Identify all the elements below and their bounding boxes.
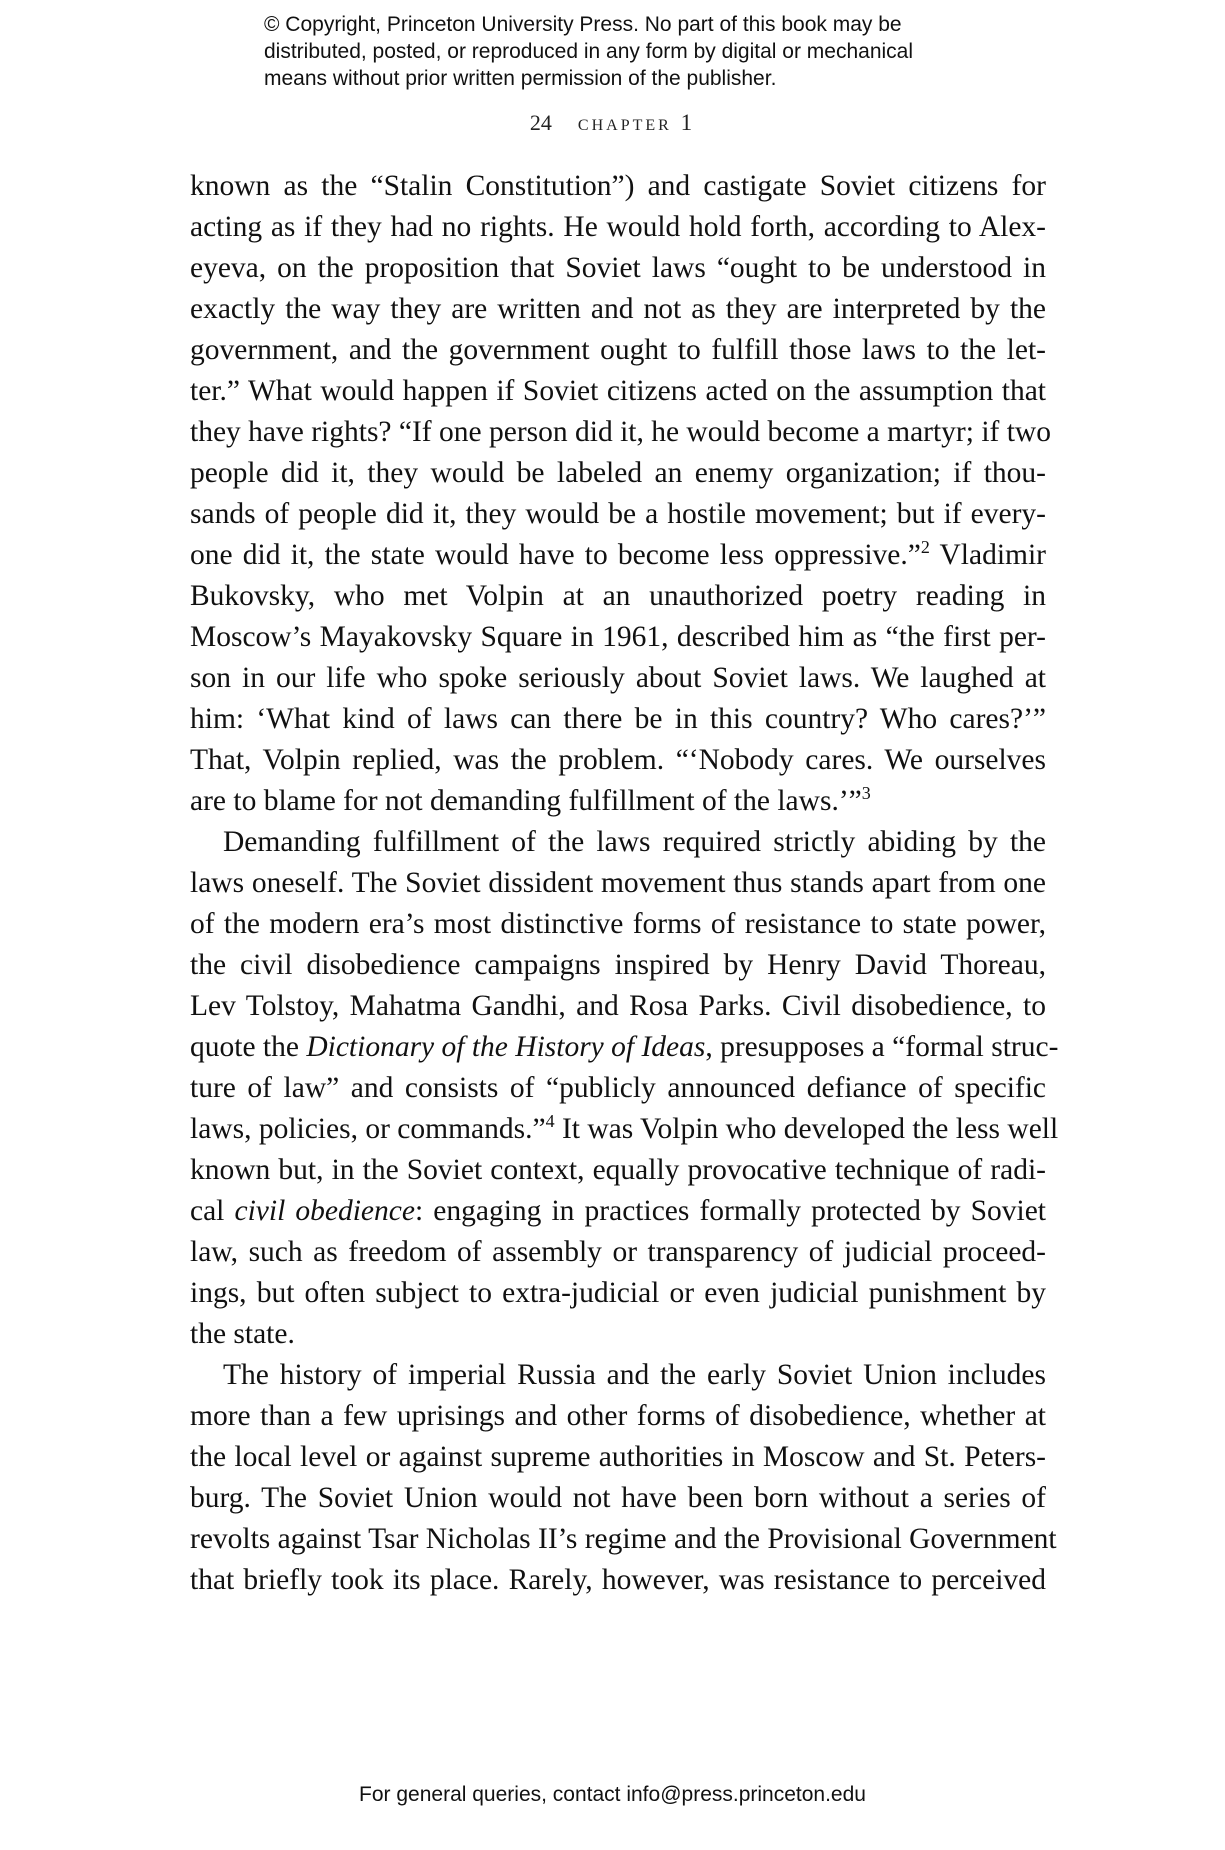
running-head [0, 110, 1225, 136]
text-span: , presupposes a “formal struc- [705, 1031, 1059, 1063]
text-span: laws, policies, or commands.” [190, 1113, 546, 1145]
footnote-ref: 4 [545, 1111, 555, 1131]
copyright-notice [264, 11, 984, 92]
text-line: of the modern era’s most distinctive forms of resistance to state power, [190, 908, 1046, 940]
text-line: Bukovsky, who met Volpin at an unauthorized poetry reading in [190, 580, 1046, 612]
emphasis-term: civil obedience [234, 1195, 415, 1227]
text-line: law, such as freedom of assembly or transparency of judicial proceed- [190, 1236, 1046, 1268]
text-line [190, 1027, 1059, 1068]
book-title: Dictionary of the History of Ideas [306, 1031, 706, 1063]
text-line [190, 781, 1046, 822]
text-span: Vladimir [929, 539, 1046, 571]
text-line: known as the “Stalin Constitution”) and castigate Soviet citizens for [190, 170, 1046, 202]
text-line: burg. The Soviet Union would not have been born without a series of [190, 1482, 1046, 1514]
text-span: : engaging in practices formally protected by Soviet [414, 1195, 1046, 1227]
text-line: people did it, they would be labeled an enemy organization; if thou- [190, 457, 1046, 489]
text-line: more than a few uprisings and other forms of disobedience, whether at [190, 1400, 1046, 1432]
text-line: the local level or against supreme authorities in Moscow and St. Peters- [190, 1441, 1046, 1473]
text-line: exactly the way they are written and not as they are interpreted by the [190, 293, 1046, 325]
text-line: son in our life who spoke seriously about Soviet laws. We laughed at [190, 662, 1046, 694]
text-line: ings, but often subject to extra-judicial or even judicial punishment by [190, 1277, 1046, 1309]
body-text [190, 166, 1059, 1601]
text-line: The history of imperial Russia and the early Soviet Union includes [223, 1359, 1046, 1391]
text-line [190, 1109, 1059, 1150]
text-line: sands of people did it, they would be a hostile movement; but if every- [190, 498, 1046, 530]
text-span: quote the [190, 1031, 307, 1063]
text-line: Demanding fulfillment of the laws required strictly abiding by the [223, 826, 1046, 858]
text-line: known but, in the Soviet context, equally provocative technique of radi- [190, 1154, 1046, 1186]
text-line: That, Volpin replied, was the problem. “‘Nobody cares. We ourselves [190, 744, 1046, 776]
chapter-label: chapter 1 [577, 110, 696, 135]
text-line: Lev Tolstoy, Mahatma Gandhi, and Rosa Parks. Civil disobedience, to [190, 990, 1046, 1022]
text-line: laws oneself. The Soviet dissident movement thus stands apart from one [190, 867, 1046, 899]
copyright-line: © Copyright, Princeton University Press. No part of this book may be [264, 13, 902, 36]
text-span: It was Volpin who developed the less well [554, 1113, 1059, 1145]
page-number: 24 [529, 110, 552, 135]
footnote-ref: 2 [920, 537, 930, 557]
text-line: eyeva, on the proposition that Soviet laws “ought to be understood in [190, 252, 1046, 284]
text-line: acting as if they had no rights. He would hold forth, according to Alex- [190, 211, 1046, 243]
footer-contact: For general queries, contact info@press.princeton.edu [359, 1783, 866, 1806]
copyright-line: distributed, posted, or reproduced in any form by digital or mechanical [264, 40, 914, 63]
text-line: the civil disobedience campaigns inspired by Henry David Thoreau, [190, 949, 1046, 981]
text-line [190, 535, 1046, 576]
text-line: the state. [190, 1318, 295, 1350]
text-line: him: ‘What kind of laws can there be in this country? Who cares?’” [190, 703, 1046, 735]
text-line: they have rights? “If one person did it, he would become a martyr; if two [190, 416, 1051, 448]
text-line: that briefly took its place. Rarely, however, was resistance to perceived [190, 1564, 1046, 1596]
text-line: revolts against Tsar Nicholas II’s regime and the Provisional Government [190, 1523, 1057, 1555]
text-span: cal [190, 1195, 235, 1227]
text-line: ture of law” and consists of “publicly announced defiance of specific [190, 1072, 1046, 1104]
text-line: government, and the government ought to fulfill those laws to the let- [190, 334, 1046, 366]
copyright-line: means without prior written permission of the publisher. [264, 67, 777, 90]
text-span: are to blame for not demanding fulfillment of the laws.’” [190, 785, 862, 817]
text-line: Moscow’s Mayakovsky Square in 1961, described him as “the first per- [190, 621, 1046, 653]
text-line: ter.” What would happen if Soviet citizens acted on the assumption that [190, 375, 1046, 407]
footnote-ref: 3 [861, 783, 871, 803]
text-span: one did it, the state would have to become less oppressive.” [190, 539, 921, 571]
text-line [190, 1191, 1046, 1232]
